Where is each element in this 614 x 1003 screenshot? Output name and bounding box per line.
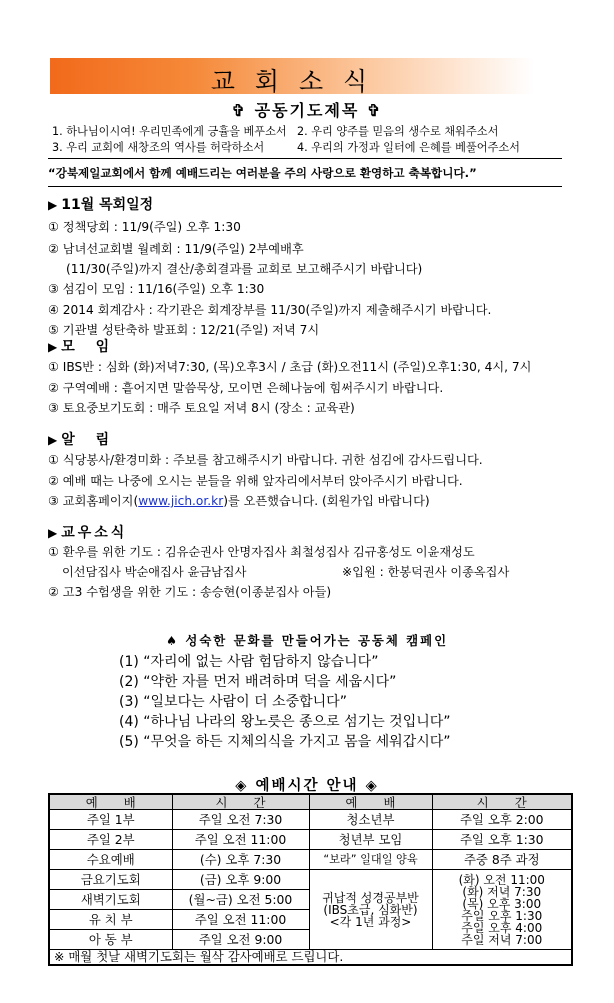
prayer-item: 1. 하나님이시여! 우리민족에게 긍휼을 베푸소서 (52, 125, 287, 138)
campaign-item: (3) “일보다는 사람이 더 소중합니다” (119, 694, 347, 710)
triangle-icon: ▶ (48, 526, 58, 540)
service-time: (수) 오후 7:30 (172, 850, 309, 870)
column-header: 시간 (172, 794, 309, 810)
prayer-item: 4. 우리의 가정과 일터에 은혜를 베풀어주소서 (297, 141, 520, 154)
service-time: 주일 오전 11:00 (172, 830, 309, 850)
notice-item: ② 예배 때는 나중에 오시는 분들을 위해 앞자리에서부터 앉아주시기 바랍니다. (48, 474, 463, 488)
campaign-item: (4) “하나님 나라의 왕노릇은 종으로 섬기는 것입니다” (119, 714, 451, 730)
members-item: ② 고3 수험생을 위한 기도 : 송승현(이종분집사 아들) (48, 585, 332, 599)
schedule-item: ① 정책당회 : 11/9(주일) 오후 1:30 (48, 220, 241, 234)
divider (48, 158, 562, 159)
service-time: 주일 오전 7:30 (172, 810, 309, 830)
campaign-item: (5) “무엇을 하든 지체의식을 가지고 몸을 세워갑시다” (119, 734, 451, 750)
service-table (48, 793, 573, 966)
table-row (49, 830, 572, 850)
cross-icon: ✞ (366, 101, 383, 120)
meeting-item: ② 구역예배 : 흩어지면 말씀묵상, 모이면 은혜나눔에 힘써주시기 바랍니다. (48, 381, 444, 395)
column-header: 시간 (432, 794, 572, 810)
service-time: 주일 오전 11:00 (172, 910, 309, 930)
service-time: 주일 오전 9:00 (172, 930, 309, 950)
ibs-times: (화) 오전 11:00 (화) 저녁 7:30 (목) 오후 3:00 주일 오후 1:30 주일 오후 4:00 주일 저녁 7:00 (432, 870, 572, 950)
prayer-item: 2. 우리 양주를 믿음의 생수로 채워주소서 (297, 125, 499, 138)
schedule-item: ⑤ 기관별 성탄축하 발표회 : 12/21(주일) 저녁 7시 (48, 323, 320, 337)
notice-item-homepage: ③ 교회홈페이지(www.jich.or.kr)를 오픈했습니다. (회원가입 바랍니다) (48, 494, 430, 508)
table-row (49, 850, 572, 870)
service-name: 주일 2부 (49, 830, 172, 850)
table-row (49, 870, 572, 890)
page-title: 교 회 소 식 (210, 67, 374, 96)
table-header-row (49, 794, 572, 810)
meeting-item: ① IBS반 : 심화 (화)저녁7:30, (목)오후3시 / 초급 (화)오전11시 (주일)오후1:30, 4시, 7시 (48, 360, 532, 374)
campaign-title: ♠ 성숙한 문화를 만들어가는 공동체 캠페인 (165, 633, 449, 648)
prayer-title-text: 공동기도제목 (254, 101, 360, 120)
service-name: 청소년부 (309, 810, 432, 830)
schedule-item: ④ 2014 회계감사 : 각기관은 회계장부를 11/30(주일)까지 제출해주시기 바랍니다. (48, 303, 492, 317)
schedule-item: ③ 섬김이 모임 : 11/16(주일) 오후 1:30 (48, 282, 265, 296)
meetings-heading: ▶ 모 임 (48, 339, 118, 355)
service-time: 주일 오후 2:00 (432, 810, 572, 830)
service-title: ◈ 예배시간 안내 ◈ (235, 778, 379, 794)
prayer-title (0, 98, 614, 121)
members-item: 이선담집사 박순애집사 윤금남집사 (62, 565, 247, 579)
triangle-icon: ▶ (48, 433, 58, 447)
members-heading: ▶ 교우소식 (48, 525, 128, 541)
service-time: 주일 오후 1:30 (432, 830, 572, 850)
members-item: ※입원 : 한봉덕권사 이종옥집사 (342, 565, 510, 579)
notices-heading: ▶ 알 림 (48, 432, 118, 448)
cross-icon: ✞ (231, 101, 248, 120)
service-time: (금) 오후 9:00 (172, 870, 309, 890)
table-note-row (49, 950, 572, 966)
service-time: 주중 8주 과정 (432, 850, 572, 870)
campaign-item: (1) “자리에 없는 사람 험담하지 않습니다” (119, 654, 379, 670)
notice-item: ① 식당봉사/환경미화 : 주보를 참고해주시기 바랍니다. 귀한 섬김에 감사드립니다. (48, 453, 483, 467)
triangle-icon: ▶ (48, 340, 58, 354)
prayer-item: 3. 우리 교회에 새창조의 역사를 허락하소서 (52, 141, 265, 154)
service-note: ※ 매월 첫날 새벽기도회는 월삭 감사예배로 드립니다. (49, 950, 572, 966)
service-name: 주일 1부 (49, 810, 172, 830)
ibs-name: 귀납적 성경공부반 (IBS초급, 심화반) <각 1년 과정> (309, 870, 432, 950)
schedule-heading: ▶ 11월 목회일정 (48, 197, 154, 213)
prayer-list (52, 124, 562, 155)
service-name: 수요예배 (49, 850, 172, 870)
schedule-item: ② 남녀선교회별 월례회 : 11/9(주일) 2부예배후 (48, 242, 304, 256)
divider (48, 186, 562, 187)
schedule-item: (11/30(주일)까지 결산/총회결과를 교회로 보고해주시기 바랍니다) (66, 262, 423, 276)
column-header: 예배 (49, 794, 172, 810)
triangle-icon: ▶ (48, 198, 58, 212)
service-name: 청년부 모임 (309, 830, 432, 850)
service-name: “보라” 일대일 양육 (309, 850, 432, 870)
service-name: 아 동 부 (49, 930, 172, 950)
service-time: (월~금) 오전 5:00 (172, 890, 309, 910)
campaign-item: (2) “약한 자를 먼저 배려하며 덕을 세웁시다” (119, 674, 397, 690)
welcome-message: “강북제일교회에서 함께 예배드리는 여러분을 주의 사랑으로 환영하고 축복합니다.” (48, 166, 477, 180)
table-row (49, 810, 572, 830)
service-name: 금요기도회 (49, 870, 172, 890)
members-item: ① 환우를 위한 기도 : 김유순권사 안명자집사 최철성집사 김규홍성도 이윤재성도 (48, 545, 475, 559)
column-header: 예배 (309, 794, 432, 810)
meeting-item: ③ 토요중보기도회 : 매주 토요일 저녁 8시 (장소 : 교육관) (48, 401, 355, 415)
service-name: 유 치 부 (49, 910, 172, 930)
header-banner (50, 58, 534, 94)
service-name: 새벽기도회 (49, 890, 172, 910)
homepage-link[interactable]: www.jich.or.kr (138, 494, 224, 508)
